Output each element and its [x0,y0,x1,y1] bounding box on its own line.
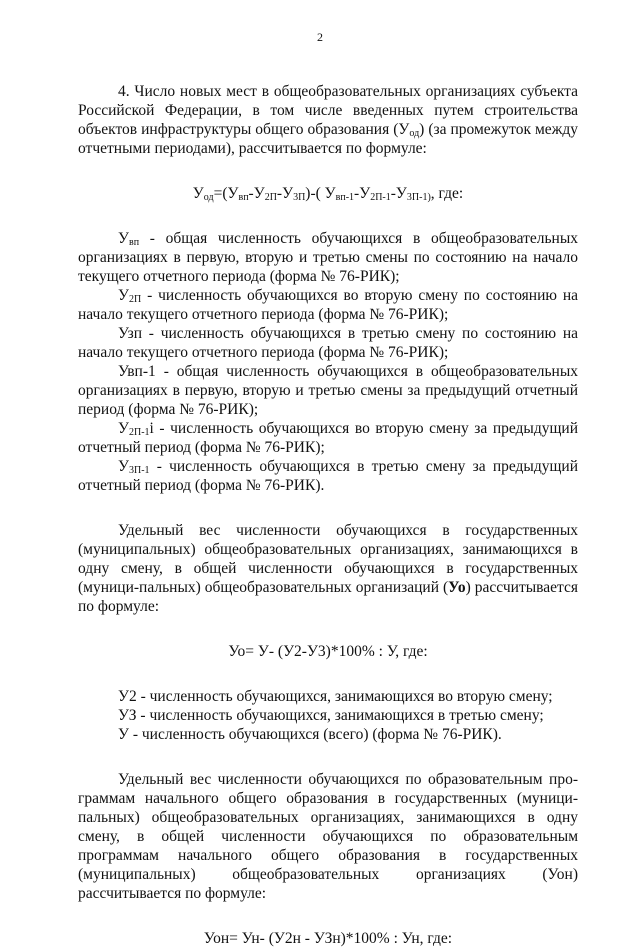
definition-item: Увп-1 - общая численность обучающихся в общеобразовательных организациях в первую, вторую и третью смены за предыдущий отчетный период (форма № 76-РИК); [78,363,578,418]
page-number: 2 [317,30,323,44]
definition-item: УЗ - численность обучающихся, занимающихся в третью смену; [118,707,544,724]
formula-uod: $У_{од}=(У_{вп}-У_{2П}-У_{3П})-$( $У_{вп-1}-У_{2П-1}-У_{3П-1)}$, где: [192,185,464,203]
definitions-list-uod [78,229,578,495]
section-uo-paragraph: Удельный вес численности обучающихся в государственных (муниципальных) общеобразовательных организациях, занимающихся в одну смену, в общей численности обучающихся в государственных (муници-пальных) общеобразовательных организаций (Уо) рассчитывается по формуле: [78,522,578,615]
formula-uon: Уон= Ун- (У2н - УЗн)*100% : Ун, где: [203,930,453,947]
definitions-list-uo [78,687,578,744]
formula-uo: Уо= У- (У2-У3)*100% : У, где: [228,643,428,660]
definition-item: $У_{3П-1}$ - численность обучающихся в третью смену за предыдущий отчетный период (форма № 76-РИК). [78,458,578,494]
definition-item: $У_{2П-1}i$ - численность обучающихся во вторую смену за предыдущий отчетный период (форма № 76-РИК); [78,420,578,456]
section-uon-paragraph: Удельный вес численности обучающихся по образовательным про-граммам начального общего образования в государственных (муници-пальных) общеобразовательных организациях, занимающихся в одну смену, в общей численности обучающихся по образовательным программам начального общего образования в государственных (муниципальных) общеобразовательных организациях (Уон) рассчитывается по формуле: [78,771,578,902]
definition-item: $У_{вп}$ - общая численность обучающихся в общеобразовательных организациях в первую, вторую и третью смены по состоянию на начало текущего отчетного периода (форма № 76-РИК); [78,230,578,285]
definition-item: У - численность обучающихся (всего) (форма № 76-РИК). [118,726,502,743]
section-4-paragraph: 4. Число новых мест в общеобразовательных организациях субъекта Российской Федерации, в том числе введенных путем строительства объектов инфраструктуры общего образования $(У_{од})$ (за промежуток между отчетными периодами), рассчитывается по формуле: [78,83,579,157]
document-body [78,82,578,948]
definition-item: $У_{2П}$ - численность обучающихся во вторую смену по состоянию на начало текущего отчетного периода (форма № 76-РИК); [78,287,578,323]
definition-item: Узп - численность обучающихся в третью смену по состоянию на начало текущего отчетного периода (форма № 76-РИК); [78,325,578,361]
definition-item: У2 - численность обучающихся, занимающихся во вторую смену; [118,688,553,705]
